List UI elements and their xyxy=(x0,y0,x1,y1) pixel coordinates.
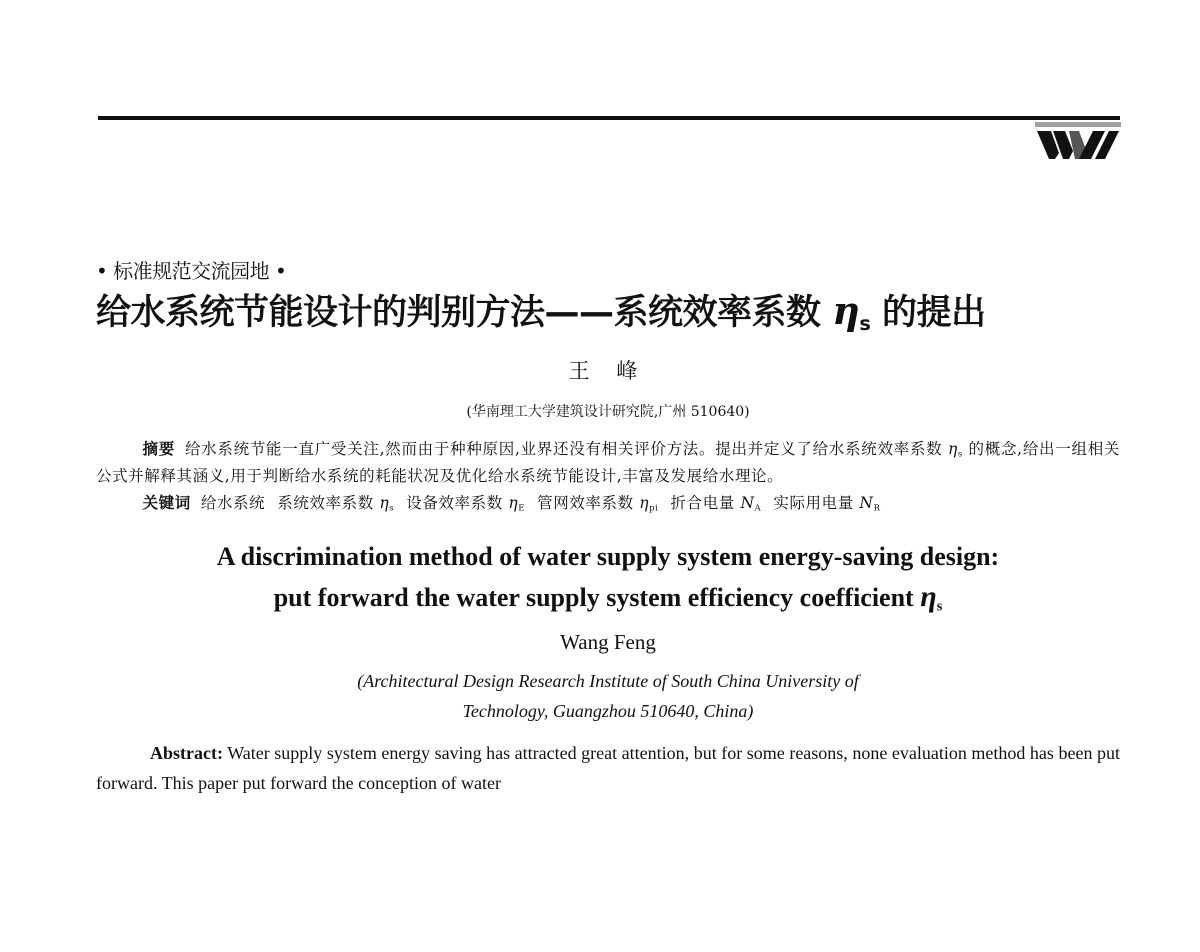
keywords-label: 关键词 xyxy=(142,494,191,512)
section-tag: • 标准规范交流园地 • xyxy=(96,259,287,283)
affiliation-english xyxy=(96,666,1120,726)
affiliation-english-line1: (Architectural Design Research Institute of South China University of xyxy=(357,671,859,691)
title-english-symbol: η xyxy=(920,580,937,613)
header-rule xyxy=(98,116,1120,120)
abstract-chinese-subscript: s xyxy=(957,449,963,460)
journal-w-logo-icon xyxy=(1035,129,1121,161)
title-english xyxy=(96,537,1120,618)
keyword-item: 给水系统 xyxy=(200,494,266,512)
title-chinese-subscript: s xyxy=(859,311,871,335)
abstract-english-label: Abstract: xyxy=(150,743,223,763)
abstract-chinese-symbol: η xyxy=(947,440,958,458)
journal-logo-tagline xyxy=(1035,122,1121,127)
title-chinese-symbol: η xyxy=(832,288,860,333)
title-english-subscript: s xyxy=(936,598,943,615)
abstract-chinese-text-2: 的概念,给出一组相关公式并解释其涵义,用于判断给水系统的耗能状况及优化给水系统节能设计,丰富及发展给水理论。 xyxy=(96,440,1121,485)
abstract-english-text: Water supply system energy saving has attracted great attention, but for some reasons, none evaluation method has been put forward. This paper put forward the conception of water xyxy=(96,743,1120,793)
title-english-line2: put forward the water supply system efficiency coefficient xyxy=(273,583,914,612)
keyword-item: 设备效率系数 $\eta_E$ xyxy=(406,494,526,514)
abstract-chinese-text-1: 给水系统节能一直广受关注,然而由于种种原因,业界还没有相关评价方法。提出并定义了给水系统效率系数 xyxy=(184,440,943,458)
abstract-english xyxy=(96,738,1120,798)
title-chinese-main: 给水系统节能设计的判别方法——系统效率系数 xyxy=(96,293,821,333)
keyword-item: 系统效率系数 $\eta_s$ xyxy=(277,494,395,514)
author-chinese: 王 峰 xyxy=(568,359,648,383)
keyword-item: 管网效率系数 $\eta_{pi}$ xyxy=(537,494,659,514)
affiliation-chinese: (华南理工大学建筑设计研究院,广州 510640) xyxy=(466,404,750,420)
paper-front-matter xyxy=(96,258,1120,798)
affiliation-english-line2: Technology, Guangzhou 510640, China) xyxy=(462,701,754,721)
title-chinese-suffix: 的提出 xyxy=(882,293,986,333)
abstract-chinese xyxy=(96,436,1120,490)
title-chinese xyxy=(96,288,1120,336)
journal-logo xyxy=(1035,122,1121,160)
title-english-line1: A discrimination method of water supply system energy-saving design: xyxy=(216,542,1000,571)
keywords-chinese xyxy=(96,490,1120,517)
abstract-chinese-label: 摘要 xyxy=(142,440,175,458)
keyword-item: 实际用电量 $N_R$ xyxy=(773,494,881,514)
keyword-item: 折合电量 $N_A$ xyxy=(670,494,762,514)
author-english: Wang Feng xyxy=(560,630,656,654)
